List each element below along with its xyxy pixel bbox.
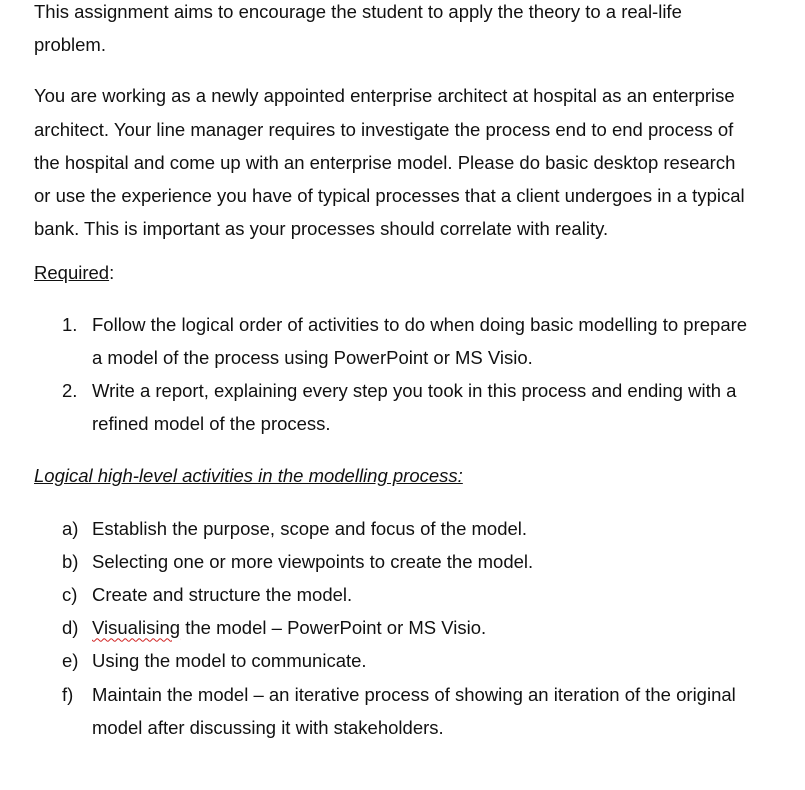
- list-item: [34, 512, 754, 545]
- document-body: [34, 0, 754, 744]
- list-marker: d): [62, 617, 79, 639]
- list-marker: 2.: [62, 380, 78, 402]
- required-label: Required: [34, 262, 110, 284]
- logical-heading: Logical high-level activities in the modelling process:: [34, 465, 463, 487]
- list-item: [34, 678, 754, 744]
- spellcheck-word: Visualising: [92, 617, 181, 639]
- list-item-text: Follow the logical order of activities to do when doing basic modelling to prepare a model of the process using PowerPoint or MS Visio.: [92, 313, 748, 368]
- list-item-text: Establish the purpose, scope and focus of the model.: [92, 517, 528, 539]
- required-colon: :: [109, 262, 115, 284]
- list-marker: c): [62, 584, 78, 606]
- required-list: [34, 308, 754, 441]
- list-marker: b): [62, 550, 79, 572]
- list-item-text: Create and structure the model.: [92, 584, 353, 606]
- list-item: [34, 374, 754, 440]
- intro-paragraph: This assignment aims to encourage the student to apply the theory to a real-life problem.: [34, 1, 682, 56]
- list-item-text: Selecting one or more viewpoints to create the model.: [92, 550, 534, 572]
- list-item-text: Write a report, explaining every step you took in this process and ending with a refined model of the process.: [92, 380, 737, 435]
- scenario-paragraph: You are working as a newly appointed enterprise architect at hospital as an enterprise architect. Your line manager requires to investigate the process end to end process of the hospital and come up with an enterprise model. Please do basic desktop research or use the experience you have of typical processes that a client undergoes in a typical bank. This is important as your processes should correlate with reality.: [34, 85, 745, 240]
- list-item: [34, 545, 754, 578]
- list-marker: e): [62, 650, 79, 672]
- list-item-text: the model – PowerPoint or MS Visio.: [180, 617, 487, 639]
- required-heading: [34, 256, 754, 289]
- list-item: [34, 644, 754, 677]
- list-marker: f): [62, 683, 74, 705]
- list-item: [34, 578, 754, 611]
- list-item-text: Using the model to communicate.: [92, 650, 367, 672]
- list-item: [34, 308, 754, 374]
- list-item: [34, 611, 754, 644]
- activities-list: [34, 512, 754, 744]
- list-item-text: Maintain the model – an iterative process of showing an iteration of the original model after discussing it with stakeholders.: [92, 683, 736, 738]
- list-marker: 1.: [62, 313, 78, 335]
- list-marker: a): [62, 517, 79, 539]
